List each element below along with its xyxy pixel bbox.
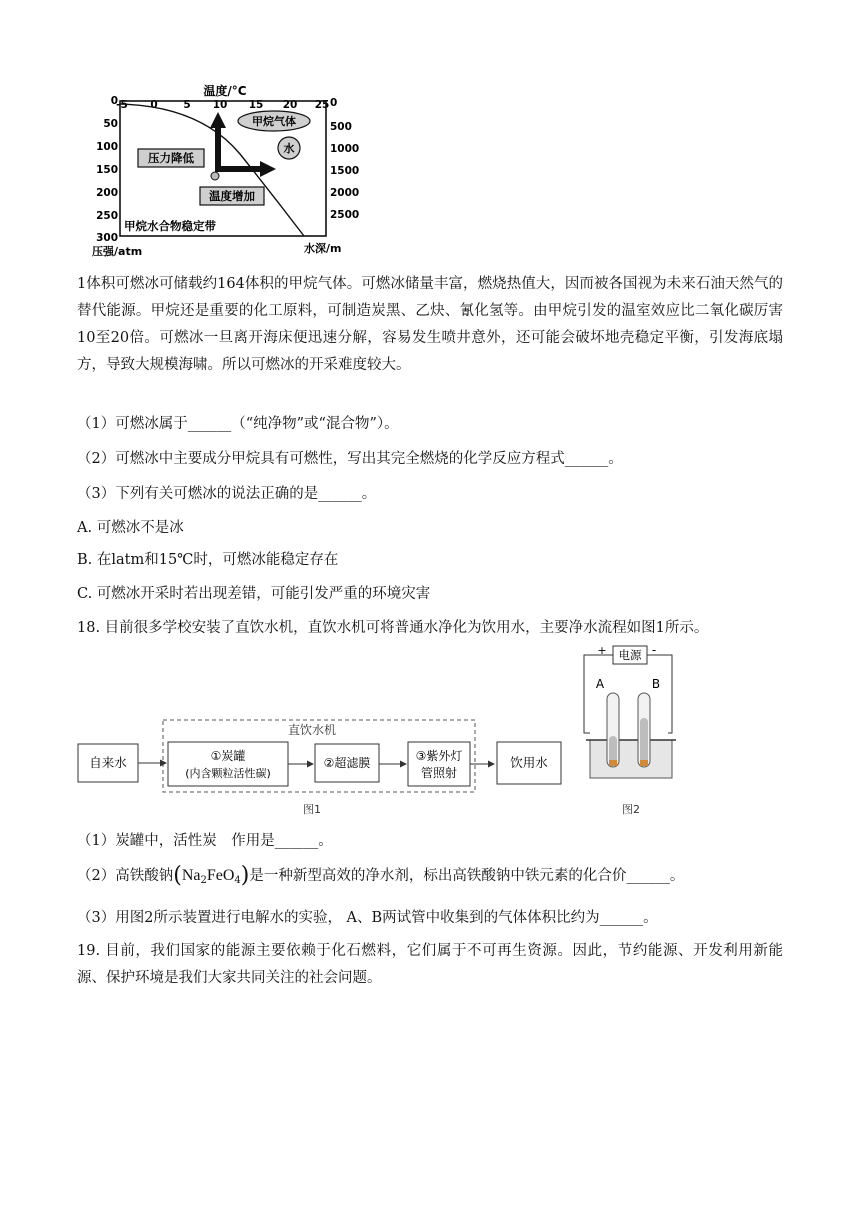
methane-gas-label: 甲烷气体 (252, 115, 296, 128)
left-tick: 0 (110, 95, 118, 107)
power-supply-label: 电源 (618, 648, 642, 662)
uv-lamp-line1: ③紫外灯 (415, 749, 463, 763)
top-tick: 15 (248, 99, 264, 111)
left-tick: 100 (96, 141, 118, 153)
top-tick: 0 (150, 99, 158, 111)
minus-terminal: - (651, 643, 657, 657)
right-tick: 500 (330, 121, 352, 133)
q17-option-c: C. 可燃冰开采时若出现差错，可能引发严重的环境灾害 (77, 586, 431, 602)
right-axis-title: 水深/m (304, 242, 342, 255)
right-tick: 1000 (330, 143, 360, 155)
left-tick: 200 (96, 187, 118, 199)
q17-sub2: （2）可燃冰中主要成分甲烷具有可燃性，写出其完全燃烧的化学反应方程式______。 (77, 451, 623, 467)
drinking-water-label: 饮用水 (510, 755, 548, 770)
machine-label: 直饮水机 (287, 723, 337, 737)
tube-a-label: A (595, 677, 605, 691)
water-trough (590, 740, 672, 778)
right-tick-labels (330, 97, 359, 221)
left-tick-labels (96, 95, 118, 244)
formula-sub-4: 4 (234, 875, 241, 886)
temp-rise-arrow (221, 161, 276, 177)
q18-sub1: （1）炭罐中，活性炭 作用是______。 (77, 833, 333, 849)
formula-sub-2: 2 (200, 875, 207, 886)
wire-right (647, 655, 672, 733)
figure2-caption: 图2 (622, 803, 640, 816)
figure1-caption: 图1 (303, 803, 321, 816)
q17-option-a: A. 可燃冰不是冰 (77, 520, 184, 536)
q18-stem: 18. 目前很多学校安装了直饮水机，直饮水机可将普通水净化为饮用水，主要净水流程如图1所示。 (77, 620, 709, 636)
methane-hydrate-stability-chart (90, 84, 360, 259)
top-axis-title: 温度/°C (203, 84, 247, 98)
carbon-tank-line1: ①炭罐 (210, 749, 246, 763)
plus-terminal: + (597, 644, 607, 657)
top-tick: -5 (116, 99, 128, 111)
left-tick: 150 (96, 164, 118, 176)
uv-lamp-line2: 管照射 (420, 766, 458, 780)
pressure-drop-label: 压力降低 (148, 151, 194, 165)
tube-b-water (640, 718, 648, 765)
formula-feo: FeO (206, 867, 235, 884)
q18-sub2-suffix: 是一种新型高效的净水剂，标出高铁酸钠中铁元素的化合价______。 (249, 868, 685, 884)
q17-sub3: （3）下列有关可燃冰的说法正确的是______。 (77, 486, 377, 502)
right-tick: 0 (330, 97, 338, 109)
water-label: 水 (283, 142, 295, 155)
left-tick: 50 (103, 118, 118, 130)
left-tick: 300 (96, 232, 118, 244)
passage-text: 1体积可燃冰可储载约164体积的甲烷气体。可燃冰储量丰富，燃烧热值大，因而被各国视为未来石油天然气的替代能源。甲烷还是重要的化工原料，可制造炭黑、乙炔、氰化氢等。由甲烷引发的温室效应比二氧化碳厉害10至20倍。可燃冰一旦离开海床便迅速分解，容易发生喷井意外，还可能会破坏地壳稳定平衡，引发海底塌方，导致大规模海啸。所以可燃冰的开采难度较大。 (77, 276, 783, 373)
formula-na: Na (181, 867, 201, 884)
right-tick: 1500 (330, 165, 360, 177)
q19-stem: 19. 目前，我们国家的能源主要依赖于化石燃料，它们属于不可再生资源。因此，节约能源、开发利用新能源、保护环境是我们大家共同关注的社会问题。 (77, 943, 783, 986)
paren-close: ) (240, 863, 250, 888)
electrode-a (609, 760, 617, 766)
start-point-marker (211, 172, 219, 180)
tap-water-label: 自来水 (89, 755, 127, 770)
tube-b-label: B (651, 677, 661, 691)
q17-sub1: （1）可燃冰属于______（“纯净物”或“混合物”）。 (77, 416, 399, 432)
top-tick: 5 (183, 99, 191, 111)
electrode-b (640, 760, 648, 766)
paren-open: ( (173, 863, 182, 888)
top-tick: 25 (314, 99, 330, 111)
ultrafiltration-label: ②超滤膜 (323, 756, 371, 770)
left-axis-title: 压强/atm (92, 245, 143, 258)
electrolysis-apparatus (576, 643, 686, 825)
q17-option-b: B. 在latm和15℃时，可燃冰能稳定存在 (77, 552, 339, 568)
right-tick: 2500 (330, 209, 360, 221)
pressure-drop-arrow (210, 112, 226, 172)
top-tick: 20 (282, 99, 298, 111)
stable-zone-label: 甲烷水合物稳定带 (124, 219, 216, 233)
right-tick: 2000 (330, 187, 360, 199)
q18-sub2-prefix: （2）高铁酸钠 (77, 868, 174, 884)
carbon-tank-line2: (内含颗粒活性碳) (185, 767, 271, 780)
q18-sub3: （3）用图2所示装置进行电解水的实验， A、B两试管中收集到的气体体积比约为______。 (77, 910, 658, 926)
water-purification-flowchart (76, 716, 576, 820)
temp-rise-label: 温度增加 (209, 189, 255, 203)
q18-sub2 (77, 863, 684, 888)
top-tick: 10 (212, 99, 228, 111)
left-tick: 250 (96, 210, 118, 222)
